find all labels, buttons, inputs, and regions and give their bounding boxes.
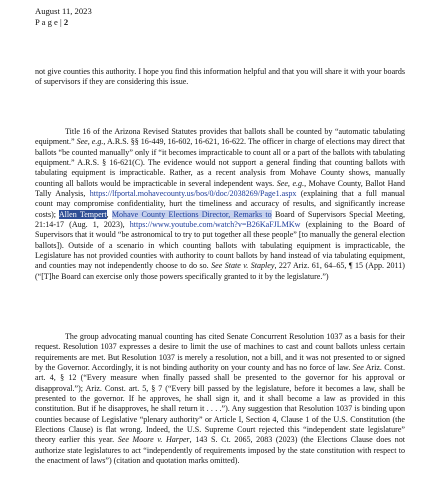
text-run: , A.R.S. §§ 16-449, 16-602, 16-621, 16-622. The officer in charge of elections may direct that ballots “be counted manually” only if “it becomes impracticable to count all or a part of the ballots with tabulating equipment.” A.R.S. § 16-621(C). The evidence would not support a general finding that counting ballots with tabulating equipment is impracticable. Rather, as a recent analysis from Mohave County shows, manually counting all ballots would be impracticable in several independent ways. [35,137,406,188]
citation-signal: See [352,363,364,373]
text-run: The group advocating manual counting has cited Senate Concurrent Resolution 1037 as a basis for their request. Resolution 1037 expresses a desire to limit the use of machines to cast and count ballots unless certain requirements are met. But Resolution 1037 is merely a resolution, not a bill, and it was not presented to or signed by the Governor. Accordingly, it is not binding authority on your county and has no force of law. [35,332,405,373]
highlighted-speaker-title: Mohave County Elections Director, Remarks to [111,209,272,219]
mohave-analysis-link[interactable]: https://lfportal.mohavecounty.us/bos/0/doc/2038269/Page1.aspx [89,189,297,199]
page-label: P a g e | [35,16,64,27]
page-header [35,6,92,27]
text-run: , Mohave County, Ballot Hand Tally Analysis, [35,178,406,199]
letter-date: August 11, 2023 [35,6,92,16]
citation-signal: See, e.g. [276,178,305,188]
case-citation: See State v. Stapley [211,261,275,271]
text-run: (explaining to the Board of Supervisors that it would “be astronomical to try to put together all these people” [to manually the general election ballots]). Outside of a scenario in which counting ballots with tabulating equipment is impracticable, the Legislature has not provided counties with authority to count ballots by hand instead of via tabulating equipment, and counties may not independently choose to do so. [35,220,405,271]
text-run: , [106,209,112,219]
text-run: , 143 S. Ct. 2065, 2083 (2023) (the Elections Clause does not authorize state legislatures to act “independently of requirements imposed by the state constitution with respect to the enactment of laws”) (citation and quotation marks omitted). [35,435,405,466]
highlighted-speaker-name: Allen Tempert [58,209,107,219]
page-number: 2 [63,16,69,27]
citation-signal: See, e.g. [76,137,104,147]
text-run: , 227 Ariz. 61, 64–65, ¶ 15 (App. 2011) (“[T]he Board can exercise only those powers specifically granted to it by the legislature.”) [35,261,405,281]
text-run: Board of Supervisors Special Meeting, 21:14-17 (Aug. 1, 2023), [35,209,405,230]
text-run: not give counties this authority. I hope you find this information helpful and that you will share it with your boards of supervisors if they are considering this issue. [35,67,405,87]
page-number-line [35,17,92,28]
paragraph-resolution-1037 [35,332,405,466]
paragraph-intro [35,67,405,88]
text-run: (explaining that a full manual count may compromise confidentiality, hurt the timeliness and accuracy of results, and significantly increase costs); [35,189,405,219]
text-run: Ariz. Const. art. 4, § 12 (“Every measure when finally passed shall be presented to the governor for his approval or disapproval.”); Ariz. Const. art. 5, § 7 (“Every bill passed by the legislature, before it becomes a law, shall be presented to the governor. If he approves, he shall sign it, and it shall become a law as provided in this constitution. But if he disapproves, he shall return it . . . .”). Any suggestion that Resolution 1037 is binding upon counties because of Legislative “plenary authority” or Article I, Section 4, Clause 1 of the U.S. Constitution (the Elections Clause) is flat wrong. Indeed, the U.S. Supreme Court rejected this “independent state legislature” theory earlier this year. [35,363,405,445]
text-run: Title 16 of the Arizona Revised Statutes provides that ballots shall be counted by “automatic tabulating equipment.” [35,127,405,147]
case-citation: See Moore v. Harper [117,435,190,445]
paragraph-title-16 [35,127,405,282]
youtube-meeting-link[interactable]: https://www.youtube.com/watch?v=B26KaFJLMKw [129,220,301,230]
